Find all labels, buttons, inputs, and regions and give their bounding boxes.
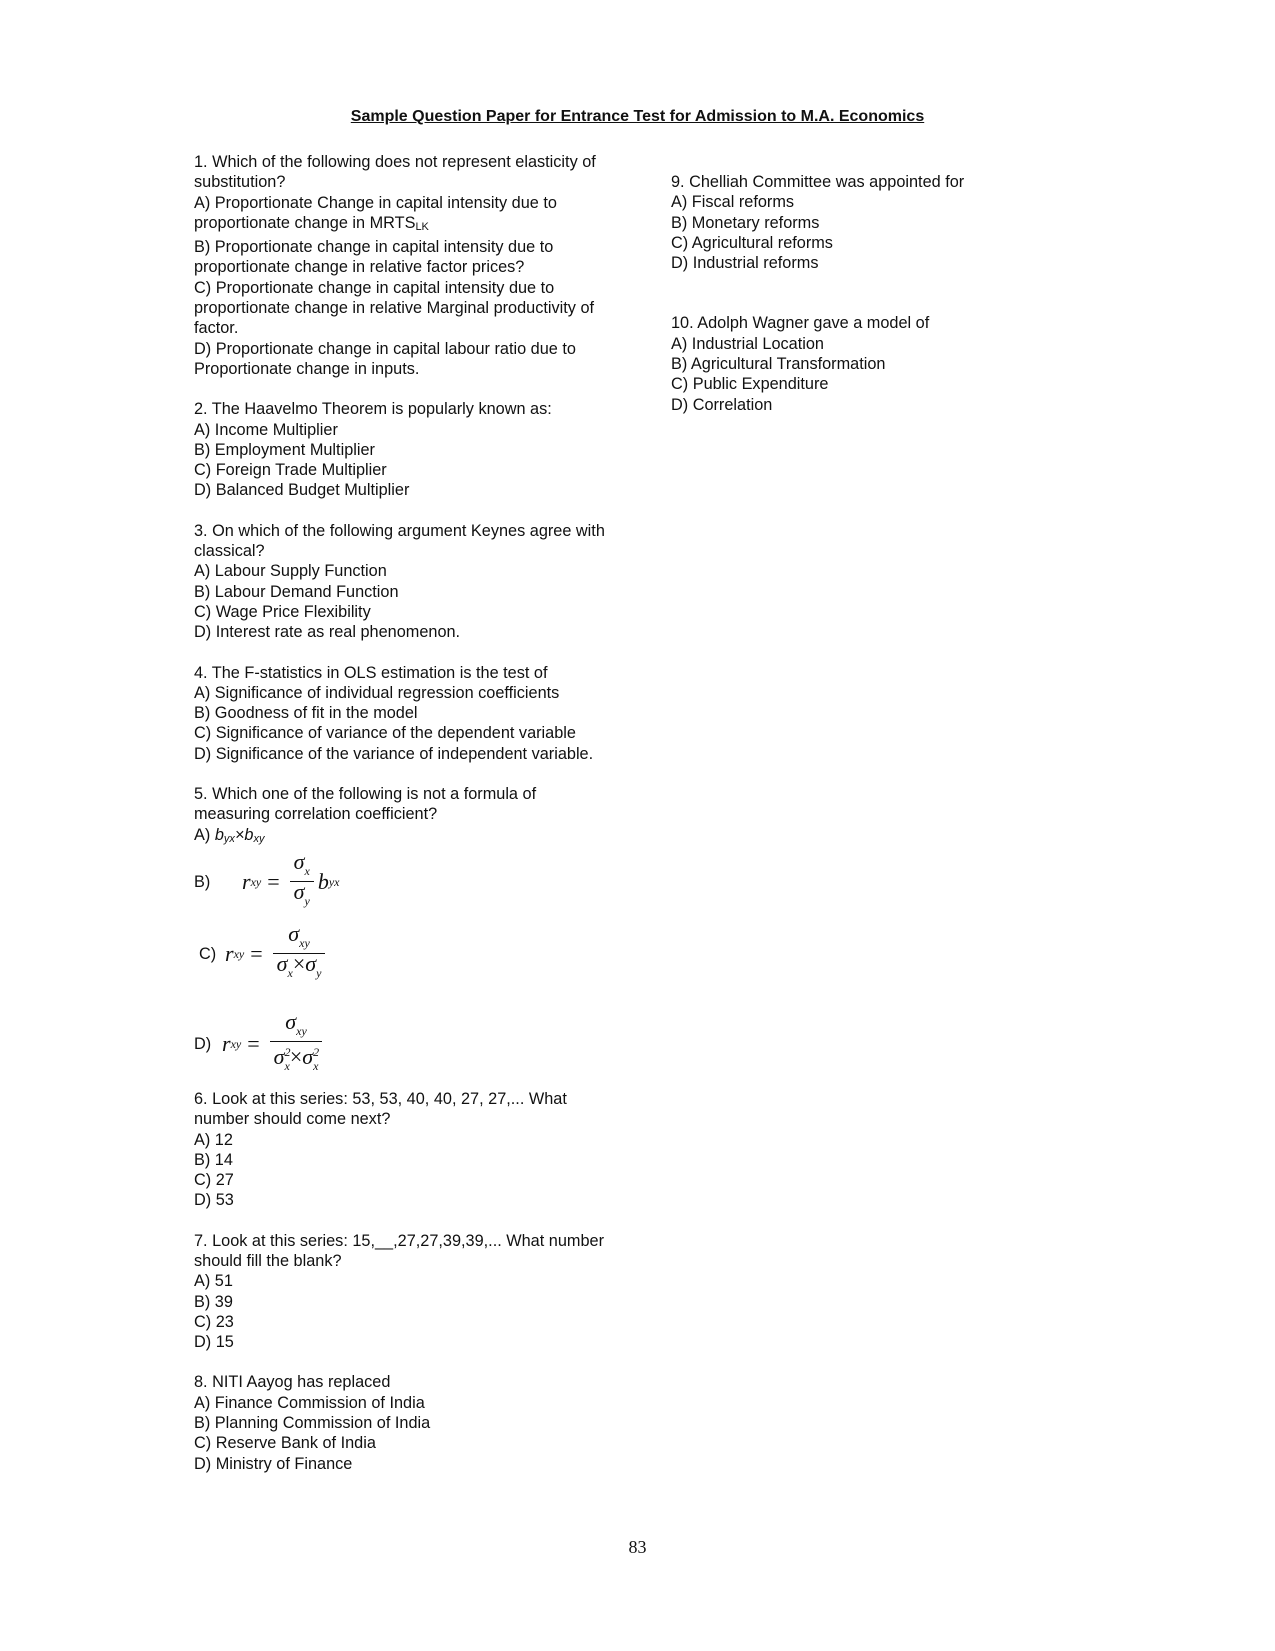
option-b: B) Monetary reforms xyxy=(671,213,820,232)
question-7 xyxy=(194,1231,614,1353)
question-stem: 4. The F-statistics in OLS estimation is the test of xyxy=(194,663,548,682)
question-stem: 1. Which of the following does not represent elasticity of substitution? xyxy=(194,153,596,192)
formula-c: r xy = $\frac{\sigma_{xy}}{\sigma_x\times\sigma_y}$ xyxy=(225,924,329,984)
option-a: A) Finance Commission of India xyxy=(194,1393,425,1412)
page-title: Sample Question Paper for Entrance Test for Admission to M.A. Economics xyxy=(350,108,925,125)
option-d: D) Correlation xyxy=(671,395,773,414)
option-a: A) Fiscal reforms xyxy=(671,193,795,212)
right-column xyxy=(671,172,1051,435)
formula-b: r xy = $\frac{\sigma_x}{\sigma_y}$ b yx xyxy=(242,849,340,909)
option-a: A) byx×bxy xyxy=(194,825,265,845)
option-b: B) Goodness of fit in the model xyxy=(194,704,418,723)
option-c: C) Agricultural reforms xyxy=(671,233,833,252)
question-9 xyxy=(671,172,1051,273)
option-a: A) Proportionate Change in capital intensity due to proportionate change in MRTSLK xyxy=(194,193,557,233)
option-c: C) Significance of variance of the dependent variable xyxy=(194,724,576,743)
left-column xyxy=(194,152,614,1494)
question-stem: 7. Look at this series: 15,__,27,27,39,39,... What number should fill the blank? xyxy=(194,1231,604,1270)
option-d: D) Proportionate change in capital labour ratio due to Proportionate change in inputs. xyxy=(194,339,576,378)
option-b: B) Labour Demand Function xyxy=(194,582,399,601)
option-b: B) 39 xyxy=(194,1292,233,1311)
option-a: A) Labour Supply Function xyxy=(194,562,387,581)
option-c: C) Reserve Bank of India xyxy=(194,1434,376,1453)
question-stem: 2. The Haavelmo Theorem is popularly known as: xyxy=(194,400,552,419)
question-6 xyxy=(194,1089,614,1211)
option-c: C) r xy = $\frac{\sigma_{xy}}{\sigma_x\times\sigma_y}$ xyxy=(194,923,614,985)
question-stem: 5. Which one of the following is not a formula of measuring correlation coefficient? xyxy=(194,785,537,824)
question-8 xyxy=(194,1372,614,1473)
question-stem: 8. NITI Aayog has replaced xyxy=(194,1373,391,1392)
option-c: C) Proportionate change in capital intensity due to proportionate change in relative Marginal productivity of factor. xyxy=(194,278,595,338)
option-a: A) Significance of individual regression coefficients xyxy=(194,683,560,702)
page-number: 83 xyxy=(628,1537,647,1557)
question-1 xyxy=(194,152,614,379)
option-d: D) 15 xyxy=(194,1333,234,1352)
question-10 xyxy=(671,313,1051,414)
formula-a: byx×bxy xyxy=(214,825,265,845)
option-c: C) 27 xyxy=(194,1171,234,1190)
option-d: D) r xy = $\frac{\sigma_{xy}}{\sigma^2_x\times\sigma^2_x}$ xyxy=(194,1013,614,1075)
option-a: A) 51 xyxy=(194,1272,233,1291)
question-5 xyxy=(194,784,614,1075)
option-d: D) Balanced Budget Multiplier xyxy=(194,481,410,500)
option-d: D) Interest rate as real phenomenon. xyxy=(194,623,461,642)
option-b: B) Employment Multiplier xyxy=(194,440,375,459)
option-c: C) Wage Price Flexibility xyxy=(194,602,371,621)
option-b: B) Planning Commission of India xyxy=(194,1414,431,1433)
question-4 xyxy=(194,663,614,764)
option-b: B) Proportionate change in capital intensity due to proportionate change in relative factor prices? xyxy=(194,238,554,277)
option-b: B) r xy = $\frac{\sigma_x}{\sigma_y}$ b yx xyxy=(194,851,614,913)
option-c: C) 23 xyxy=(194,1312,234,1331)
question-stem: 10. Adolph Wagner gave a model of xyxy=(671,314,930,333)
option-b: B) 14 xyxy=(194,1150,233,1169)
option-c: C) Public Expenditure xyxy=(671,375,829,394)
option-a: A) 12 xyxy=(194,1130,233,1149)
question-2 xyxy=(194,399,614,500)
option-c: C) Foreign Trade Multiplier xyxy=(194,461,387,480)
option-a: A) Industrial Location xyxy=(671,334,824,353)
option-d: D) 53 xyxy=(194,1191,234,1210)
question-stem: 6. Look at this series: 53, 53, 40, 40, 27, 27,... What number should come next? xyxy=(194,1089,567,1129)
option-b: B) Agricultural Transformation xyxy=(671,355,886,374)
option-d: D) Industrial reforms xyxy=(671,254,819,273)
option-a: A) Income Multiplier xyxy=(194,420,338,439)
option-d: D) Significance of the variance of independent variable. xyxy=(194,744,594,763)
option-d: D) Ministry of Finance xyxy=(194,1454,353,1473)
formula-d: r xy = $\frac{\sigma_{xy}}{\sigma^2_x\times\sigma^2_x}$ xyxy=(222,1012,326,1077)
question-3 xyxy=(194,521,614,643)
question-stem: 9. Chelliah Committee was appointed for xyxy=(671,173,965,191)
question-stem: 3. On which of the following argument Keynes agree with classical? xyxy=(194,521,605,561)
